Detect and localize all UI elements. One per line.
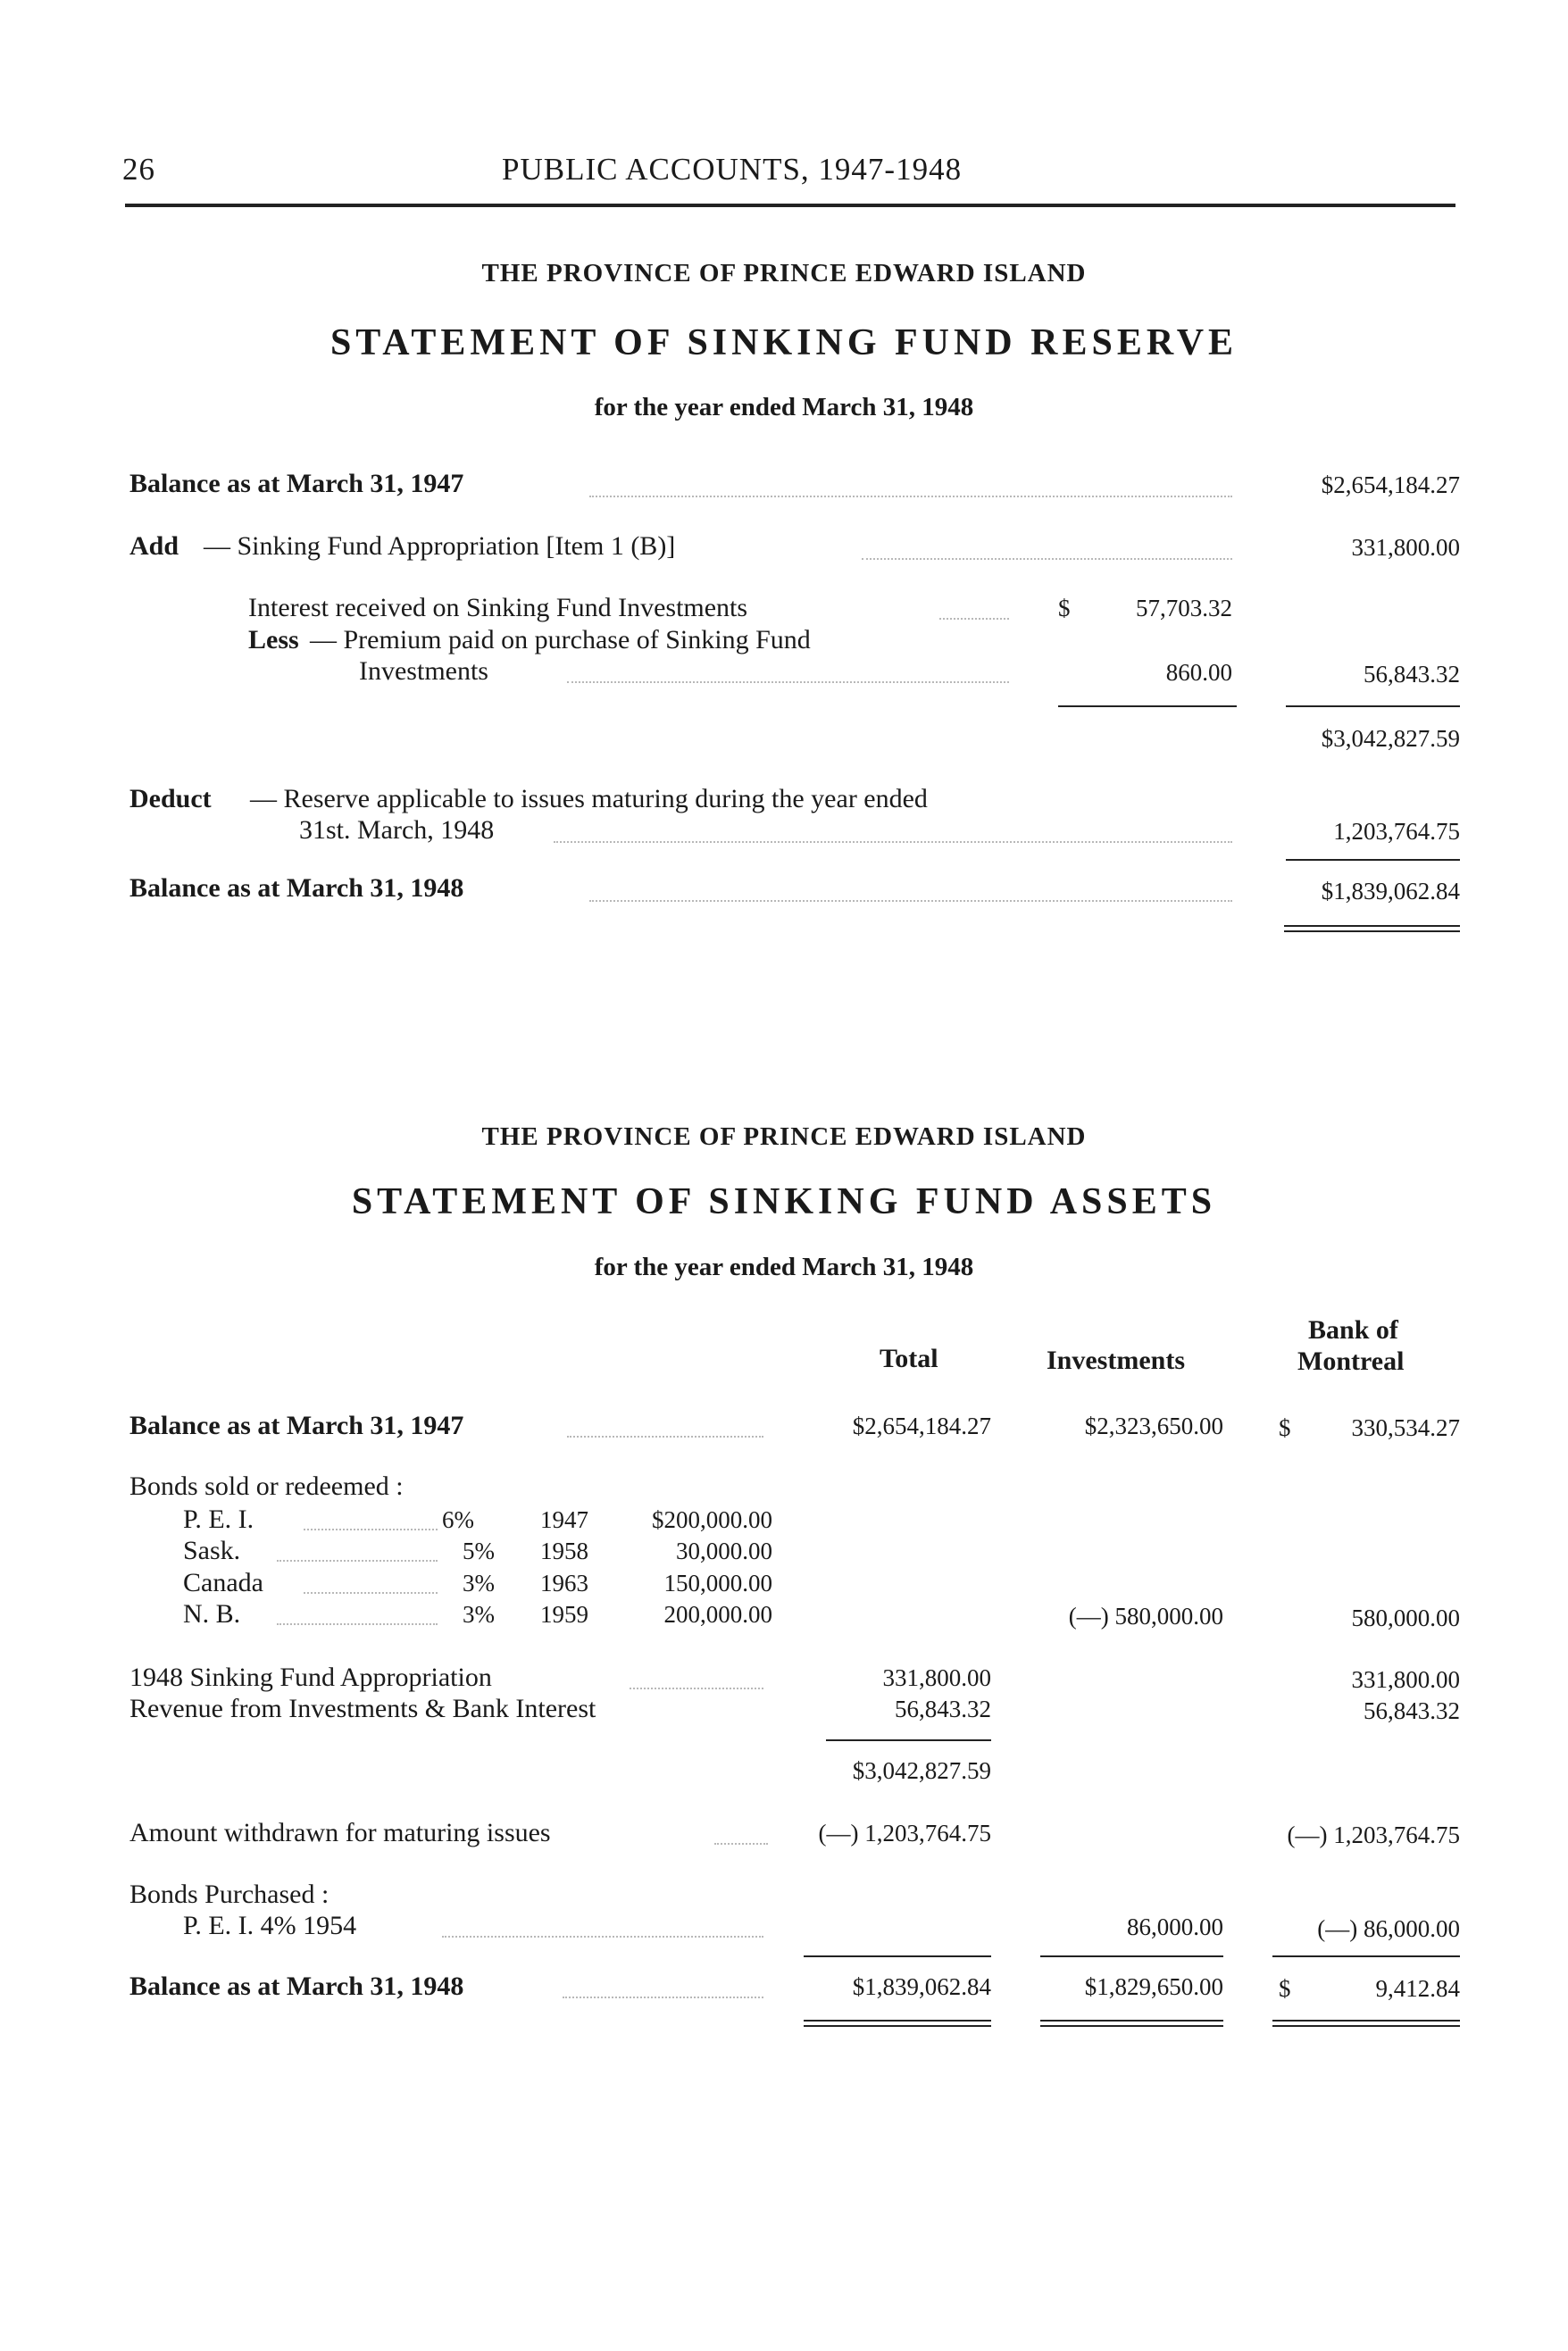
leader-dots <box>567 681 1009 683</box>
bond-rate: 5% <box>463 1538 495 1564</box>
reserve-less-label-1: — Premium paid on purchase of Sinking Fund <box>310 625 811 654</box>
leader-dots <box>277 1623 438 1625</box>
assets-title: STATEMENT OF SINKING FUND ASSETS <box>351 1181 1217 1222</box>
leader-dots <box>589 496 1232 497</box>
total-rule <box>1272 2025 1460 2027</box>
col-header-bank-line2: Montreal <box>1297 1346 1405 1376</box>
reserve-deduct-label-1: — Reserve applicable to issues maturing during the year ended <box>250 784 928 813</box>
revenue-bank: 56,843.32 <box>1364 1697 1460 1724</box>
assets-balance-close-total: $1,839,062.84 <box>852 1973 991 2000</box>
leader-dots <box>862 558 1232 560</box>
bond-year: 1963 <box>540 1570 588 1597</box>
reserve-province-heading: THE PROVINCE OF PRINCE EDWARD ISLAND <box>481 259 1087 288</box>
purchased-bond-label: P. E. I. 4% 1954 <box>183 1911 357 1940</box>
reserve-subtotal: $3,042,827.59 <box>1321 725 1460 752</box>
leader-dots <box>630 1688 763 1689</box>
revenue-label: Revenue from Investments & Bank Interest <box>129 1694 596 1723</box>
bond-year: 1959 <box>540 1601 588 1628</box>
bond-rate: 3% <box>463 1570 495 1597</box>
total-rule <box>1284 925 1460 927</box>
assets-balance-close-investments: $1,829,650.00 <box>1084 1973 1223 2000</box>
bonds-purchased-label: Bonds Purchased : <box>129 1880 329 1909</box>
total-rule <box>804 2020 991 2022</box>
leader-dots <box>563 1997 763 1998</box>
appropriation-total: 331,800.00 <box>882 1664 991 1691</box>
bond-rate: 6% <box>442 1506 474 1533</box>
bond-year: 1958 <box>540 1538 588 1564</box>
reserve-interest-dollar: $ <box>1058 595 1071 621</box>
leader-dots <box>939 618 1009 620</box>
assets-balance-open-bank: 330,534.27 <box>1351 1414 1460 1441</box>
bond-amount: 200,000.00 <box>663 1601 772 1628</box>
bonds-bank: 580,000.00 <box>1351 1605 1460 1631</box>
reserve-period: for the year ended March 31, 1948 <box>594 393 974 421</box>
appropriation-bank: 331,800.00 <box>1351 1666 1460 1693</box>
bond-name: P. E. I. <box>183 1505 254 1534</box>
reserve-balance-close-label: Balance as at March 31, 1948 <box>129 873 464 903</box>
assets-province-heading: THE PROVINCE OF PRINCE EDWARD ISLAND <box>481 1122 1087 1151</box>
reserve-add-prefix: Add <box>129 531 179 561</box>
assets-balance-close-bank: 9,412.84 <box>1375 1975 1460 2002</box>
running-head: PUBLIC ACCOUNTS, 1947-1948 <box>502 152 963 187</box>
leader-dots <box>589 900 1232 902</box>
col-header-bank-line1: Bank of <box>1308 1315 1398 1345</box>
withdrawn-total: (—) 1,203,764.75 <box>818 1820 991 1847</box>
total-rule <box>1040 2025 1223 2027</box>
leader-dots <box>554 841 1232 843</box>
reserve-less-prefix: Less <box>248 625 299 654</box>
bond-name: Canada <box>183 1568 263 1597</box>
col-header-investments: Investments <box>1047 1346 1185 1375</box>
reserve-deduct-value: 1,203,764.75 <box>1333 818 1460 845</box>
subtotal-rule <box>1272 1955 1460 1957</box>
purchased-bank: (—) 86,000.00 <box>1317 1915 1460 1942</box>
leader-dots <box>567 1436 763 1438</box>
reserve-interest-label: Interest received on Sinking Fund Investments <box>248 593 748 622</box>
revenue-total: 56,843.32 <box>895 1696 991 1722</box>
assets-balance-close-bank-dollar: $ <box>1279 1975 1291 2002</box>
reserve-add-value: 331,800.00 <box>1351 534 1460 561</box>
subtotal-rule <box>804 1955 991 1957</box>
bond-name: Sask. <box>183 1536 241 1565</box>
bond-amount: $200,000.00 <box>652 1506 772 1533</box>
subtotal-rule <box>1286 705 1460 707</box>
total-rule <box>804 2025 991 2027</box>
subtotal-rule <box>1286 859 1460 861</box>
assets-subtotal: $3,042,827.59 <box>852 1757 991 1784</box>
subtotal-rule <box>1040 1955 1223 1957</box>
subtotal-rule <box>1058 705 1237 707</box>
assets-balance-open-bank-dollar: $ <box>1279 1414 1291 1441</box>
assets-period: for the year ended March 31, 1948 <box>594 1253 974 1281</box>
bond-year: 1947 <box>540 1506 588 1533</box>
leader-dots <box>277 1560 438 1562</box>
withdrawn-bank: (—) 1,203,764.75 <box>1287 1822 1460 1848</box>
reserve-add-label: — Sinking Fund Appropriation [Item 1 (B)] <box>204 531 676 561</box>
reserve-title: STATEMENT OF SINKING FUND RESERVE <box>329 322 1239 363</box>
header-rule <box>125 204 1455 207</box>
assets-balance-open-investments: $2,323,650.00 <box>1084 1413 1223 1439</box>
bonds-investments: (—) 580,000.00 <box>1068 1603 1223 1630</box>
purchased-investments: 86,000.00 <box>1127 1913 1223 1940</box>
appropriation-label: 1948 Sinking Fund Appropriation <box>129 1663 492 1692</box>
withdrawn-label: Amount withdrawn for maturing issues <box>129 1818 551 1847</box>
assets-balance-open-label: Balance as at March 31, 1947 <box>129 1411 464 1440</box>
reserve-balance-open-value: $2,654,184.27 <box>1321 471 1460 498</box>
total-rule <box>1040 2020 1223 2022</box>
assets-balance-close-label: Balance as at March 31, 1948 <box>129 1972 464 2001</box>
bond-rate: 3% <box>463 1601 495 1628</box>
reserve-balance-close-value: $1,839,062.84 <box>1321 878 1460 905</box>
assets-balance-open-total: $2,654,184.27 <box>852 1413 991 1439</box>
subtotal-rule <box>826 1739 991 1741</box>
bond-name: N. B. <box>183 1599 241 1629</box>
reserve-balance-open-label: Balance as at March 31, 1947 <box>129 469 464 498</box>
page-number: 26 <box>122 152 155 187</box>
leader-dots <box>442 1936 763 1938</box>
leader-dots <box>304 1592 438 1594</box>
col-header-total: Total <box>880 1344 938 1373</box>
reserve-interest-value: 57,703.32 <box>1136 595 1232 621</box>
bonds-sold-label: Bonds sold or redeemed : <box>129 1471 404 1501</box>
reserve-deduct-prefix: Deduct <box>129 784 212 813</box>
total-rule <box>1284 930 1460 932</box>
reserve-less-value: 860.00 <box>1165 659 1232 686</box>
reserve-net-interest: 56,843.32 <box>1364 661 1460 688</box>
bond-amount: 30,000.00 <box>676 1538 772 1564</box>
reserve-deduct-label-2: 31st. March, 1948 <box>299 815 495 845</box>
bond-amount: 150,000.00 <box>663 1570 772 1597</box>
leader-dots <box>304 1529 438 1530</box>
reserve-less-label-2: Investments <box>359 656 488 686</box>
total-rule <box>1272 2020 1460 2022</box>
